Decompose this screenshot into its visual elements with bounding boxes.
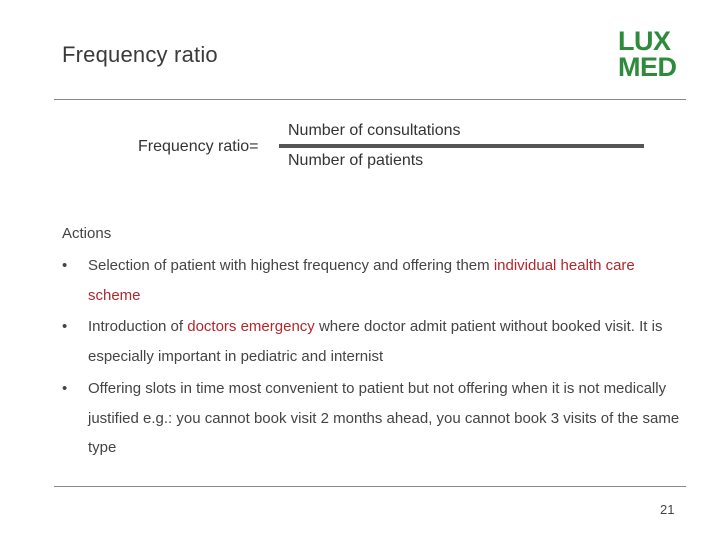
logo-line-2: MED bbox=[618, 52, 677, 82]
page-number: 21 bbox=[660, 502, 675, 517]
header-divider bbox=[54, 99, 686, 100]
bullet-item-2 bbox=[62, 312, 682, 371]
footer-divider bbox=[54, 486, 686, 487]
luxmed-logo bbox=[618, 28, 692, 80]
bullet-text-part: Selection of patient with highest frequency and offering them bbox=[88, 257, 494, 274]
logo-line-1: LUX bbox=[618, 26, 671, 56]
bullet-marker: • bbox=[62, 380, 68, 397]
slide-title: Frequency ratio bbox=[62, 42, 218, 67]
bullet-highlight: doctors emergency bbox=[187, 318, 315, 335]
bullet-text-part: where doctor admit patient without booked visit. It is especially important in pediatric and internist bbox=[88, 318, 663, 365]
formula-numerator: Number of consultations bbox=[288, 122, 461, 139]
bullet-highlight: individual health care scheme bbox=[88, 257, 635, 304]
bullet-item-3 bbox=[62, 374, 682, 463]
formula-denominator: Number of patients bbox=[288, 152, 424, 169]
bullet-marker: • bbox=[62, 257, 68, 274]
bullet-marker: • bbox=[62, 318, 68, 335]
bullet-text-part: Offering slots in time most convenient to patient but not offering when it is not medically justified e.g.: you cannot book visit 2 months ahead, you cannot book 3 visits of the same type bbox=[88, 380, 680, 456]
actions-heading: Actions bbox=[62, 225, 112, 242]
fraction-bar bbox=[279, 144, 644, 148]
bullet-item-1 bbox=[62, 251, 682, 310]
bullet-text bbox=[88, 374, 682, 463]
bullet-text-part: Introduction of bbox=[88, 318, 188, 335]
formula-label: Frequency ratio= bbox=[138, 138, 259, 155]
bullet-text bbox=[88, 251, 682, 310]
bullet-text bbox=[88, 312, 682, 371]
